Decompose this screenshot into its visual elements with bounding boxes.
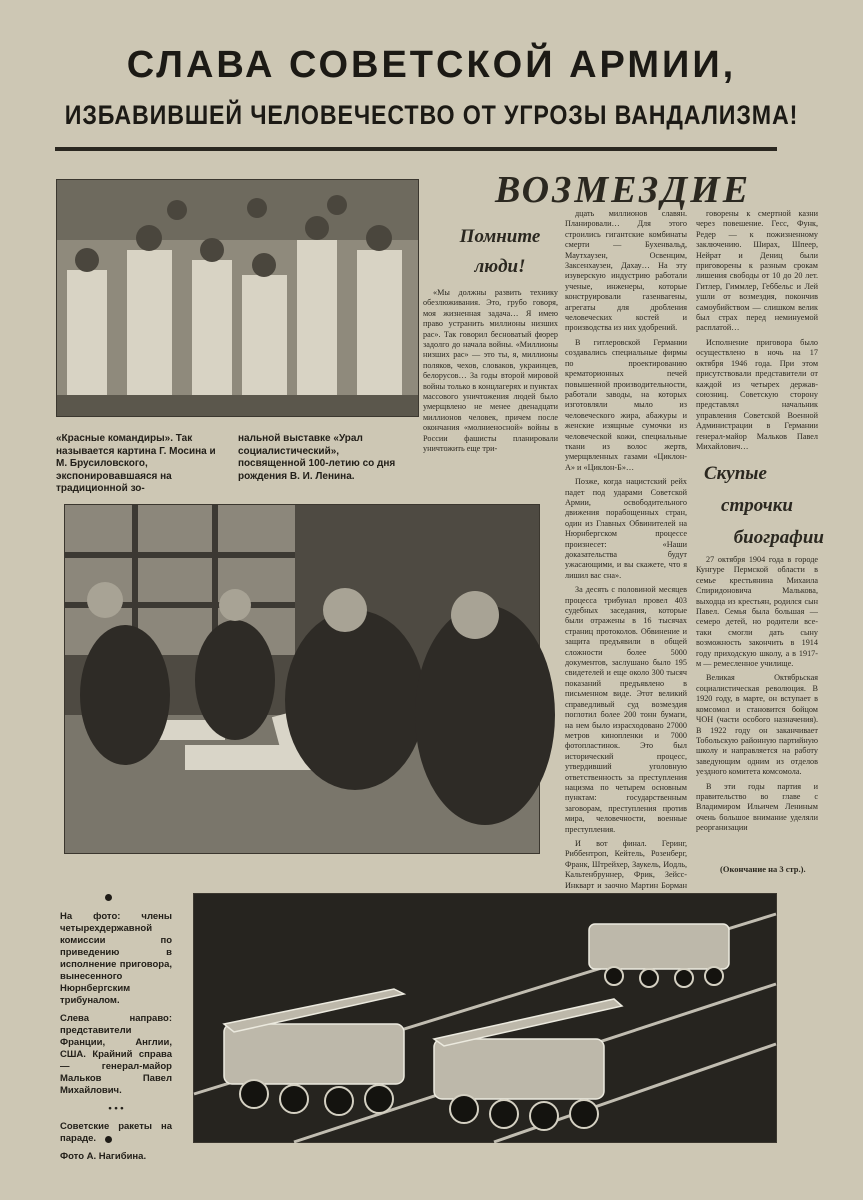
subhead-remember-people — [440, 222, 560, 282]
caption-paragraph: Советские ракеты на параде. — [60, 1121, 172, 1144]
headline-line-2: ИЗБАВИВШЕЙ ЧЕЛОВЕЧЕСТВО ОТ УГРОЗЫ ВАНДАЛИЗМА! — [64, 100, 799, 130]
subhead-biography — [690, 458, 824, 554]
paragraph: Великая Октябрьская социалистическая революция. В 1920 году, в марте, он вступает в комсомол и становится бойцом ЧОН (части особого назначения). В 1922 году он заканчивает Тобольскую районную партийную школу и направляется на работу заведующим одним из отделов уездного комитета комсомола. — [696, 673, 818, 777]
headline-line-1: СЛАВА СОВЕТСКОЙ АРМИИ, — [126, 44, 737, 86]
subhead-line: биографии — [733, 527, 824, 548]
commission-photo — [64, 504, 540, 854]
subhead-line: Скупые — [704, 463, 767, 484]
paragraph: Исполнение приговора было осуществлено в ночь на 17 октября 1946 года. При этом присутствовали представители от каждой из четырех держав-союзниц. Советскую сторону представлял начальник управления Советской Военной Администрации в Германии генерал-майор Мальков Павел Михайлович… — [696, 337, 818, 451]
bullet-dot — [105, 894, 112, 901]
article-column-1 — [423, 288, 558, 488]
continued-note: (Окончание на 3 стр.). — [720, 864, 806, 874]
paragraph: В гитлеровской Германии создавались специальные фирмы по проектированию крематорионных печей повышенной производительности, работали заводы, на которых изготовляли мыло из человеческого жира, абажуры и женские изящные сумочки из человеческой кожи, специальные ткани из волос жертв, умерщвленных газами «Циклон-А» и «Циклон-Б»… — [565, 337, 687, 472]
subhead-line: строчки — [721, 495, 793, 516]
subhead-line: Помните — [459, 226, 541, 247]
caption-separator: • • • — [108, 1103, 124, 1114]
paragraph: «Мы должны развить технику обезлюживания. Это, грубо говоря, моя жизненная задача… Я имею право устранить миллионы низших рас». Так говорил бесноватый фюрер задолго до начала войны. «Миллионы низших рас» — это ты, я, миллионы поляков, чехов, словаков, украинцев, белорусов… За годы второй мировой войны только в концлагерях и пунктах массового уничтожения людей было умерщвлено не менее двенадцати миллионов человек, причем после окончания «молниеносной» войны в России фашисты планировали уничтожить еще три- — [423, 288, 558, 454]
paragraph: говорены к смертной казни через повешение. Гесс, Функ, Редер — к пожизненному заключению. Ширах, Шпеер, Нейрат и Дениц были приговорены к разным срокам лишения свободы от 10 до 20 лет. Гитлер, Гиммлер, Геббельс и Лей ушли от возмездия, покончив самоубийством — слишком велик был страх перед неминуемой расплатой… — [696, 209, 818, 333]
commission-photo-caption — [60, 911, 172, 1163]
article-column-3 — [696, 209, 818, 451]
paragraph: В эти годы партия и правительство во главе с Владимиром Ильичем Лениным очень большое внимание уделяли реорганизации — [696, 781, 818, 833]
article-column-2 — [565, 209, 687, 890]
paragraph: И вот финал. Геринг, Риббентроп, Кейтель, Розенберг, Франк, Штрейхер, Заукель, Иодль, Кальтенбруннер, Фрик, Зейсс-Инкварт и заочно Мартин Борман — [565, 838, 687, 890]
paragraph: дцать миллионов славян. Планировали… Для этого строились гигантские комбинаты смерти — Бухенвальд, Маутхаузен, Освенцим, Заксенхаузен, Дахау… На эту изуверскую индустрию работали ученые, инженеры, которые конструировали газенвагены, агрегаты для дробления человеческих костей и производства из них удобрений. — [565, 209, 687, 333]
painting-caption-col1: «Красные командиры». Так называется картина Г. Мосина и М. Брусиловского, экспонировавшаяся на традиционной зо- — [56, 433, 216, 494]
paragraph: Позже, когда нацистский рейх падет под ударами Советской Армии, освободительного движения порабощенных стран, один из Главных Обвинителей на Нюрнбергском процессе произнесет: «Наши доказательства будут ужасающими, и вы скажете, что я лишил вас сна». — [565, 477, 687, 580]
photo-credit: Фото А. Нагибина. — [60, 1151, 147, 1162]
paragraph: За десять с половиной месяцев процесса трибунал провел 403 судебных заседания, которые были отражены в 16 тысячах страниц протоколов. Обвинение и защита предъявили в общей сложности более 5000 документов, заслушано было 195 свидетелей и еще около 300 тысяч показаний предъявлено в письменном виде. Этот великий справедливый суд возмездия поглотил более 200 тонн бумаги, на нем было израсходовано 27000 метров кинопленки и 7000 фотопластинок. Это был исторический процесс, утвердивший уголовную ответственность за преступления нацизма по четырем основным пунктам: государственным заговорам, преступления против мира, человечности, военные преступления. — [565, 585, 687, 834]
bullet-dot — [105, 1136, 112, 1143]
paragraph: 27 октября 1904 года в городе Кунгуре Пермской области в семье крестьянина Михаила Спиридоновича Малькова, выходца из крестьян, родился сын Павел. Семья была большая — семеро детей, но родители все-таки смогли дать сыну возможность закончить в 1914 году приходскую школу, а в 1917-м — ремесленное училище. — [696, 555, 818, 669]
rockets-parade-photo — [193, 893, 777, 1143]
subhead-line: люди! — [474, 256, 526, 277]
article-column-3b — [696, 555, 818, 855]
painting-red-commanders-image — [56, 179, 419, 417]
painting-caption-col2: нальной выставке «Урал социалистический», посвященной 100-летию со дня рождения В. И. Ленина. — [238, 433, 396, 482]
article-title: ВОЗМЕЗДИЕ — [495, 169, 752, 211]
caption-paragraph: На фото: члены четырехдержавной комиссии по приведению в исполнение приговора, вынесенного Нюрнбергским трибуналом. — [60, 911, 172, 1006]
caption-paragraph: Слева направо: представители Франции, Англии, США. Крайний справа — генерал-майор Мальков Павел Михайлович. — [60, 1013, 172, 1096]
header-rule — [55, 147, 777, 151]
